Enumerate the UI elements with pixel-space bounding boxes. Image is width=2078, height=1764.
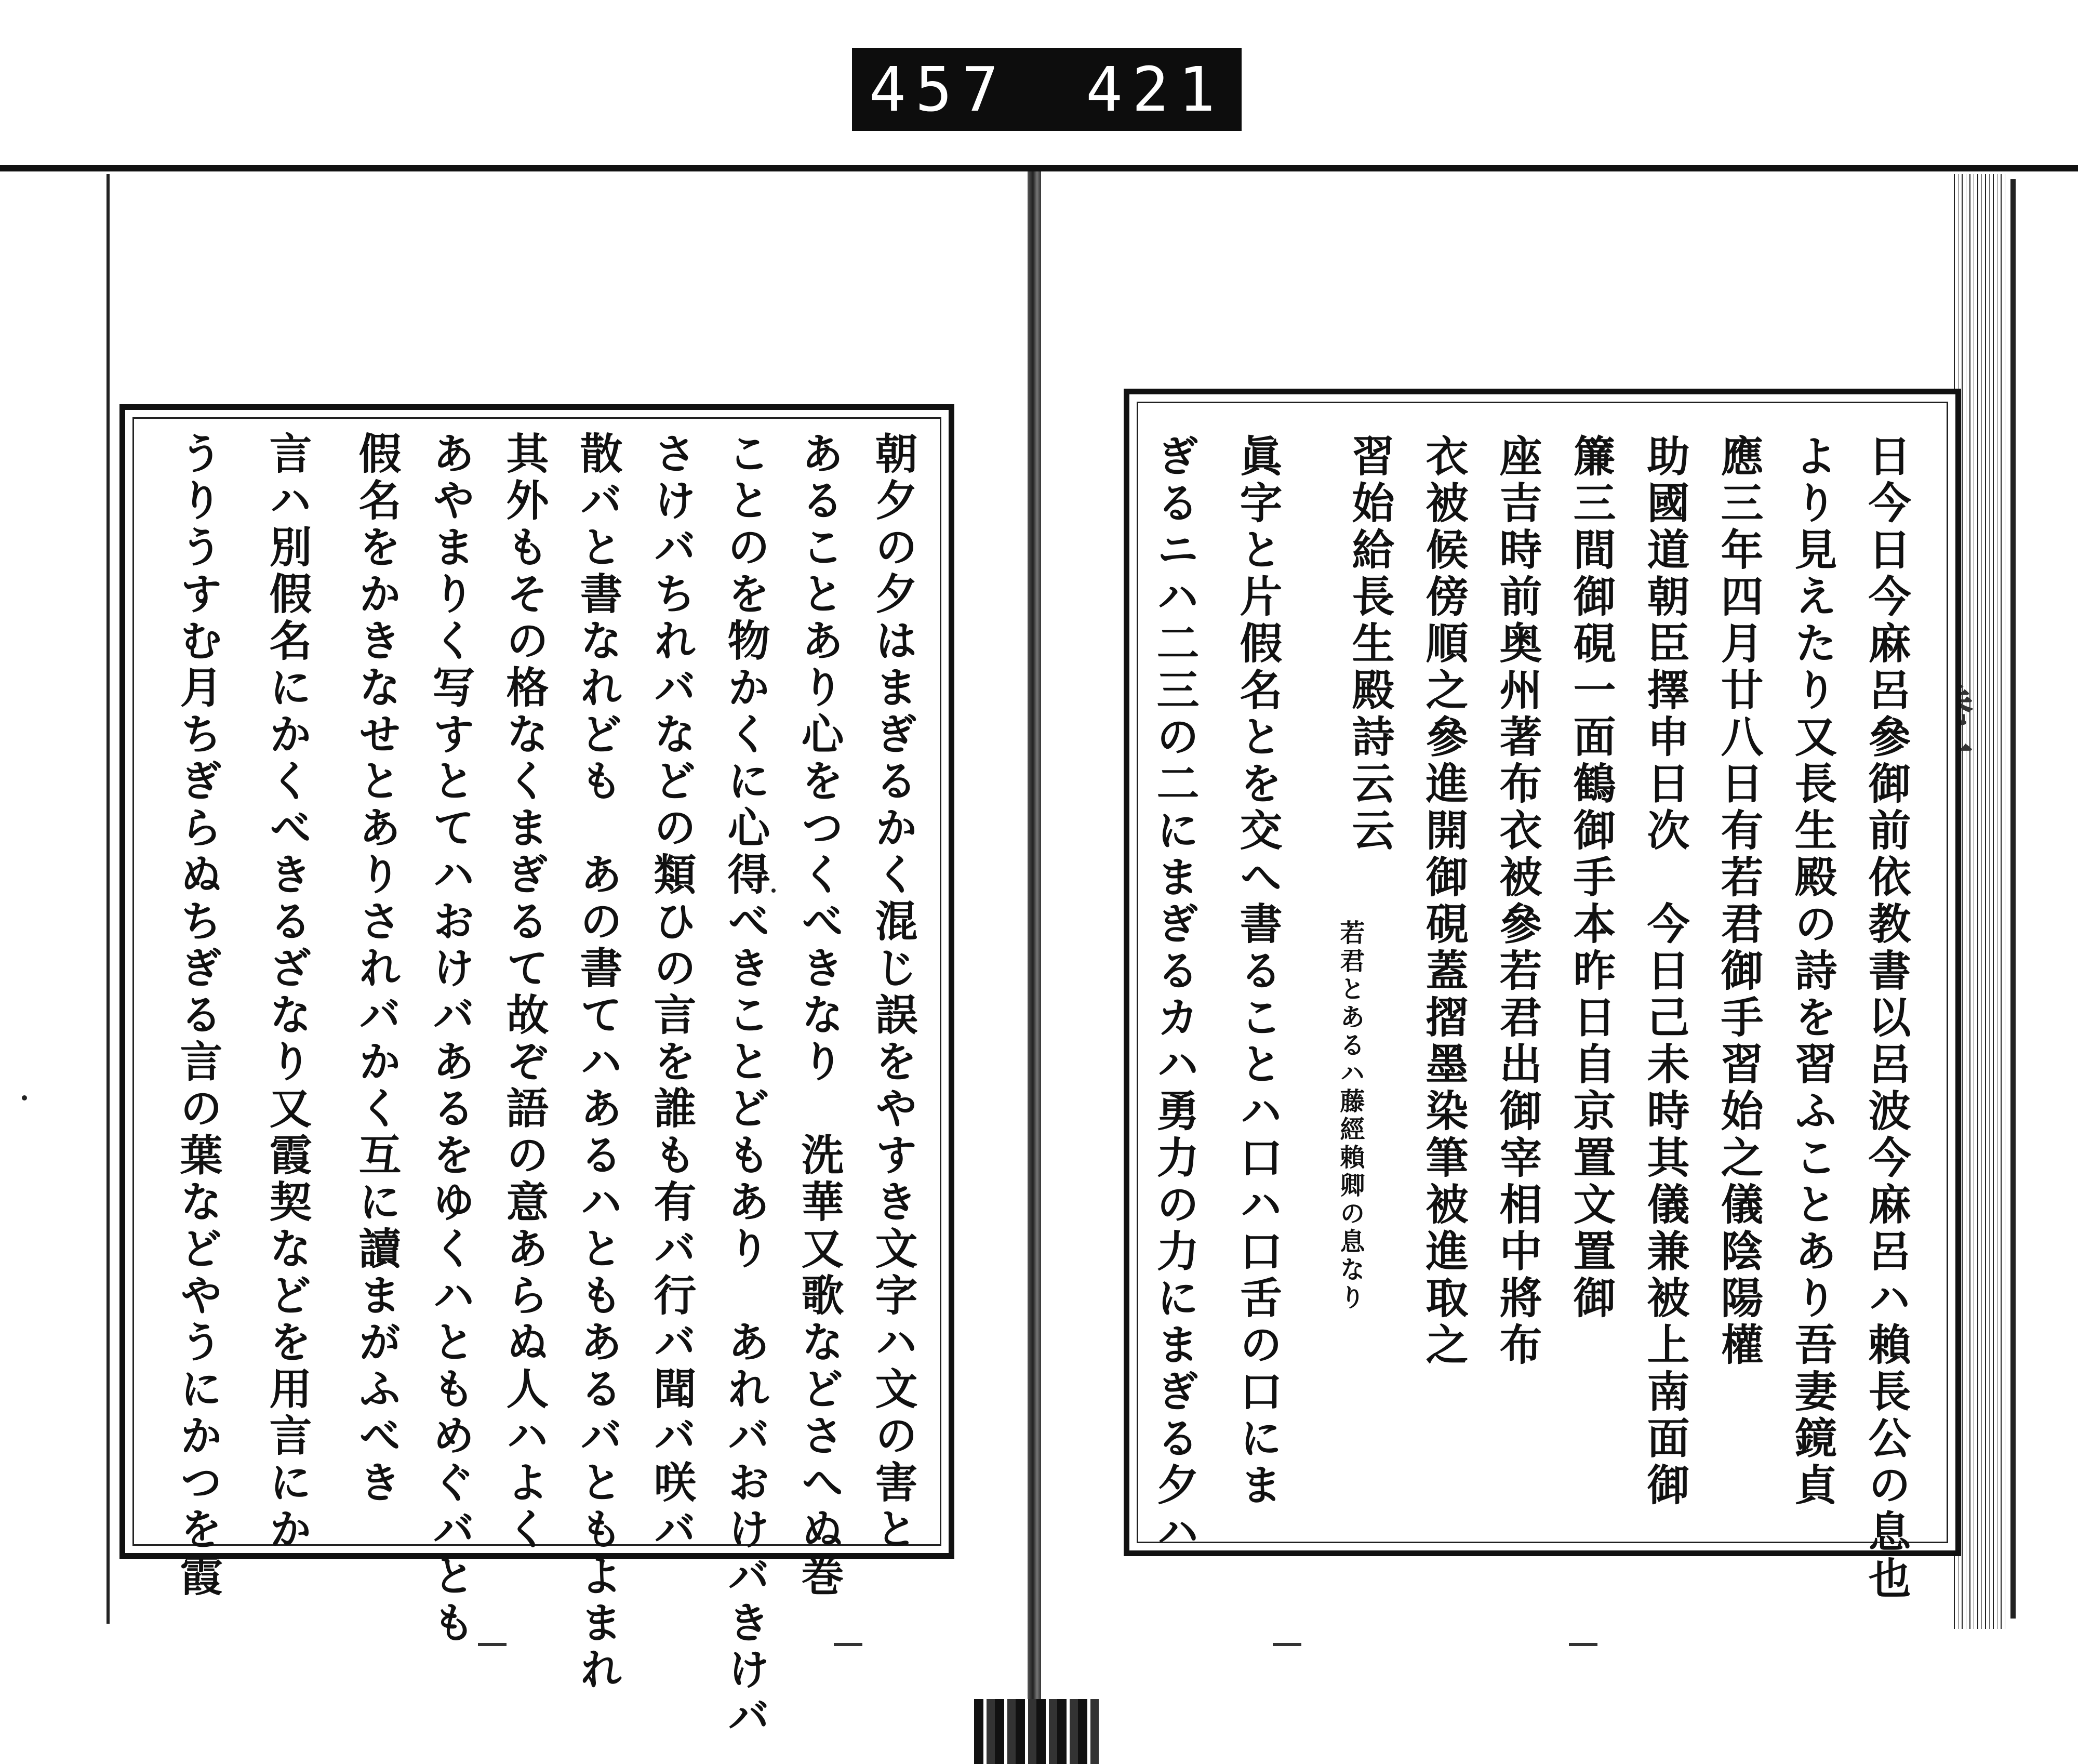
scan-speck <box>22 1095 27 1100</box>
book-gutter <box>1028 171 1041 1761</box>
left-column-7: あやまりく写すとてハおけバあるをゆくハともめぐバとも <box>425 431 475 1647</box>
scan-top-rule <box>0 165 2078 171</box>
left-column-6: 其外もその格なくまぎるて故ぞ語の意あらぬ人ハよく <box>499 431 549 1554</box>
right-column-8: 習始給長生殿詩云云 <box>1345 434 1395 855</box>
right-column-1: 日今日今麻呂參御前依教書以呂波今麻呂ハ賴長公の息也 <box>1861 434 1911 1603</box>
right-annotation: 若君とあるハ藤經賴卿の息なり <box>1336 920 1365 1312</box>
book-spine-bottom <box>974 1699 1099 1764</box>
archive-number-left: 457 <box>869 54 1008 125</box>
left-column-10: うりうすむ月ちぎらぬちぎる言の葉などやうにかつを霞 <box>173 431 223 1600</box>
right-column-10: ぎるニハ二三の二にまぎるカハ勇力の力にまぎる夕ハ <box>1150 434 1200 1556</box>
scan-mark <box>1569 1643 1597 1646</box>
scan-speck <box>771 888 776 893</box>
left-column-2: あることあり心をつくべきなり 洗華又歌などさへぬ巻 <box>794 431 844 1600</box>
left-column-4: さけバちれバなどの類ひの言を誰も有バ行バ聞バ咲バ <box>647 431 697 1554</box>
scan-mark <box>478 1643 507 1646</box>
right-column-2: より見えたり又長生殿の詩を習ふことあり吾妻鏡貞 <box>1788 434 1837 1509</box>
right-column-6: 座吉時前奥州著布衣被參若君出御宰相中將布 <box>1493 434 1542 1369</box>
left-column-1: 朝夕の夕はまぎるかく混じ誤をやすき文字ハ文の害と <box>868 431 918 1554</box>
right-column-9: 眞字と片假名とを交へ書ることハ口ハ口舌の口にま <box>1233 434 1283 1509</box>
right-column-3: 應三年四月廿八日有若君御手習始之儀陰陽權 <box>1714 434 1764 1369</box>
archive-number-label <box>852 48 1242 131</box>
page-edge-shadow <box>2010 179 2016 1619</box>
left-column-9: 言ハ別假名にかくべきるざなり又霞契などを用言にか <box>262 431 312 1554</box>
scan-mark <box>834 1643 862 1646</box>
scan-mark <box>1273 1643 1301 1646</box>
right-column-5: 簾三間御硯一面鶴御手本昨日自京置文置御 <box>1566 434 1616 1322</box>
archive-number-right: 421 <box>1086 54 1225 125</box>
right-column-7: 衣被候傍順之參進開御硯蓋摺墨染筆被進取之 <box>1419 434 1469 1369</box>
left-column-3: ことのを物かくに心得べきことどもあり あれバおけバきけバ <box>721 431 770 1741</box>
left-column-8: 假名をかきなせとありされバかく互に讀まがふべき <box>352 431 402 1507</box>
right-column-4: 助國道朝臣擇申日次 今日己未時其儀兼被上南面御 <box>1640 434 1690 1509</box>
left-column-5: 散バと書なれども あの書てハあるハともあるバともよまれ <box>573 431 623 1694</box>
